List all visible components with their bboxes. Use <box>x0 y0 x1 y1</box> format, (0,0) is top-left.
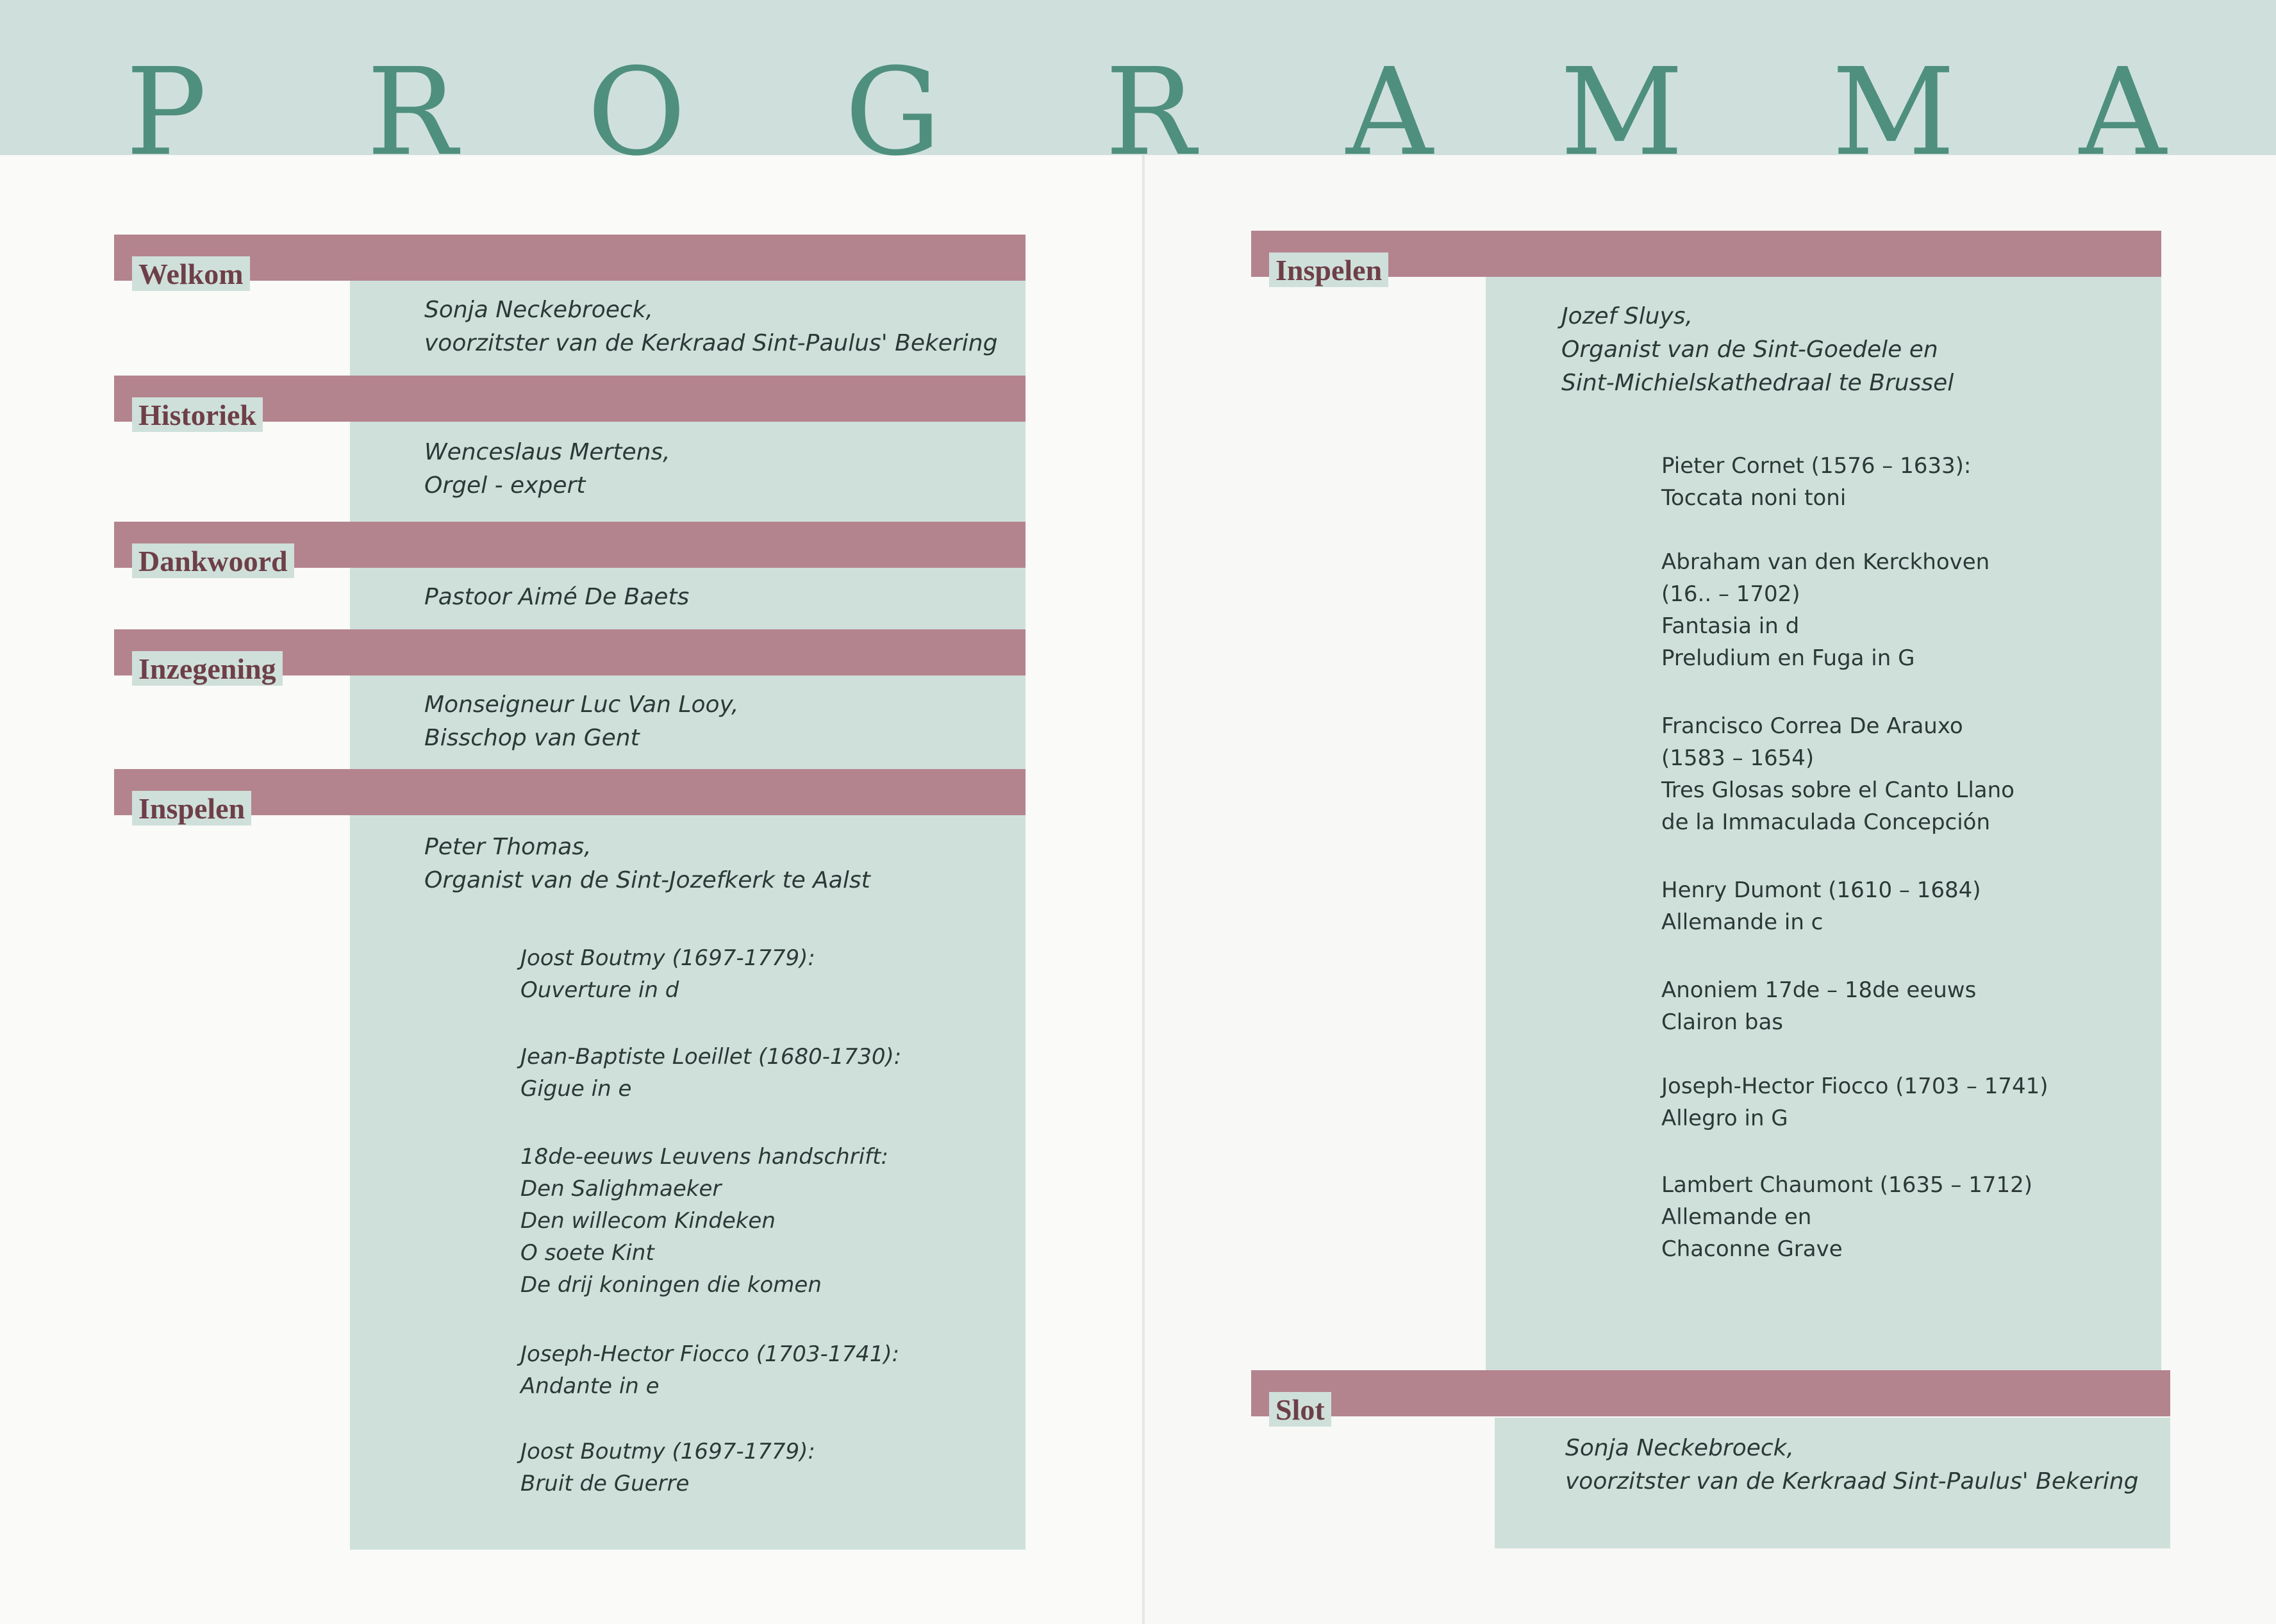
piece-right-4: Henry Dumont (1610 – 1684) Allemande in c <box>1661 877 1981 935</box>
section-label: Inzegening <box>132 651 283 686</box>
title-letter: O <box>587 42 686 183</box>
section-bar-historiek <box>114 376 1026 431</box>
section-text-inzegening: Monseigneur Luc Van Looy, Bisschop van Gent <box>424 692 739 751</box>
piece-right-2: Abraham van den Kerckhoven (16.. – 1702) Fantasia in d Preludium en Fuga in G <box>1661 549 1990 671</box>
piece-right-6: Joseph-Hector Fiocco (1703 – 1741) Allegro in G <box>1661 1073 2048 1131</box>
section-text-dankwoord: Pastoor Aimé De Baets <box>424 584 690 610</box>
section-label: Inspelen <box>1269 253 1388 287</box>
section-label: Welkom <box>132 256 250 291</box>
title-letter: M <box>1560 42 1684 183</box>
section-label: Inspelen <box>132 791 251 825</box>
section-bar-slot <box>1251 1370 2170 1426</box>
title-letter: A <box>2079 42 2166 183</box>
title-letter: M <box>1832 42 1956 183</box>
title-letter: P <box>126 42 207 183</box>
piece-left-1: Joost Boutmy (1697-1779): Ouverture in d <box>520 945 815 1003</box>
section-text-historiek: Wenceslaus Mertens, Orgel - expert <box>424 439 670 499</box>
title-letter: A <box>1346 42 1433 183</box>
piece-left-3: 18de-eeuws Leuvens handschrift: Den Salighmaeker Den willecom Kindeken O soete Kint De drij koningen die komen <box>520 1144 888 1298</box>
section-label: Dankwoord <box>132 543 294 578</box>
title-band <box>0 0 2276 183</box>
section-label: Slot <box>1269 1392 1331 1427</box>
section-text-inspelen-right: Jozef Sluys, Organist van de Sint-Goedele en Sint-Michielskathedraal te Brussel <box>1561 303 1954 396</box>
section-bar-dankwoord <box>114 522 1026 577</box>
section-bar-welkom <box>114 235 1026 290</box>
page-fold <box>1142 0 1145 1624</box>
piece-left-2: Jean-Baptiste Loeillet (1680-1730): Gigue in e <box>520 1044 902 1102</box>
piece-right-5: Anoniem 17de – 18de eeuws Clairon bas <box>1661 977 1977 1035</box>
section-bar-inspelen-right <box>1251 231 2161 286</box>
piece-left-5: Joost Boutmy (1697-1779): Bruit de Guerre <box>520 1439 815 1496</box>
piece-left-4: Joseph-Hector Fiocco (1703-1741): Andante in e <box>520 1341 900 1399</box>
section-label: Historiek <box>132 397 263 432</box>
section-text-slot: Sonja Neckebroeck, voorzitster van de Kerkraad Sint-Paulus' Bekering <box>1565 1435 2139 1495</box>
piece-right-3: Francisco Correa De Arauxo (1583 – 1654) Tres Glosas sobre el Canto Llano de la Immaculada Concepción <box>1661 713 2014 835</box>
section-text-welkom: Sonja Neckebroeck, voorzitster van de Kerkraad Sint-Paulus' Bekering <box>424 297 998 356</box>
piece-right-1: Pieter Cornet (1576 – 1633): Toccata noni toni <box>1661 453 1972 511</box>
section-bar-inspelen-left <box>114 769 1026 825</box>
title-letter: R <box>1105 42 1196 183</box>
title-letter: G <box>845 42 942 183</box>
title-letter: R <box>367 42 458 183</box>
section-bar-inzegening <box>114 629 1026 685</box>
section-text-inspelen-left: Peter Thomas, Organist van de Sint-Jozefkerk te Aalst <box>424 834 870 893</box>
piece-right-7: Lambert Chaumont (1635 – 1712) Allemande en Chaconne Grave <box>1661 1172 2032 1262</box>
